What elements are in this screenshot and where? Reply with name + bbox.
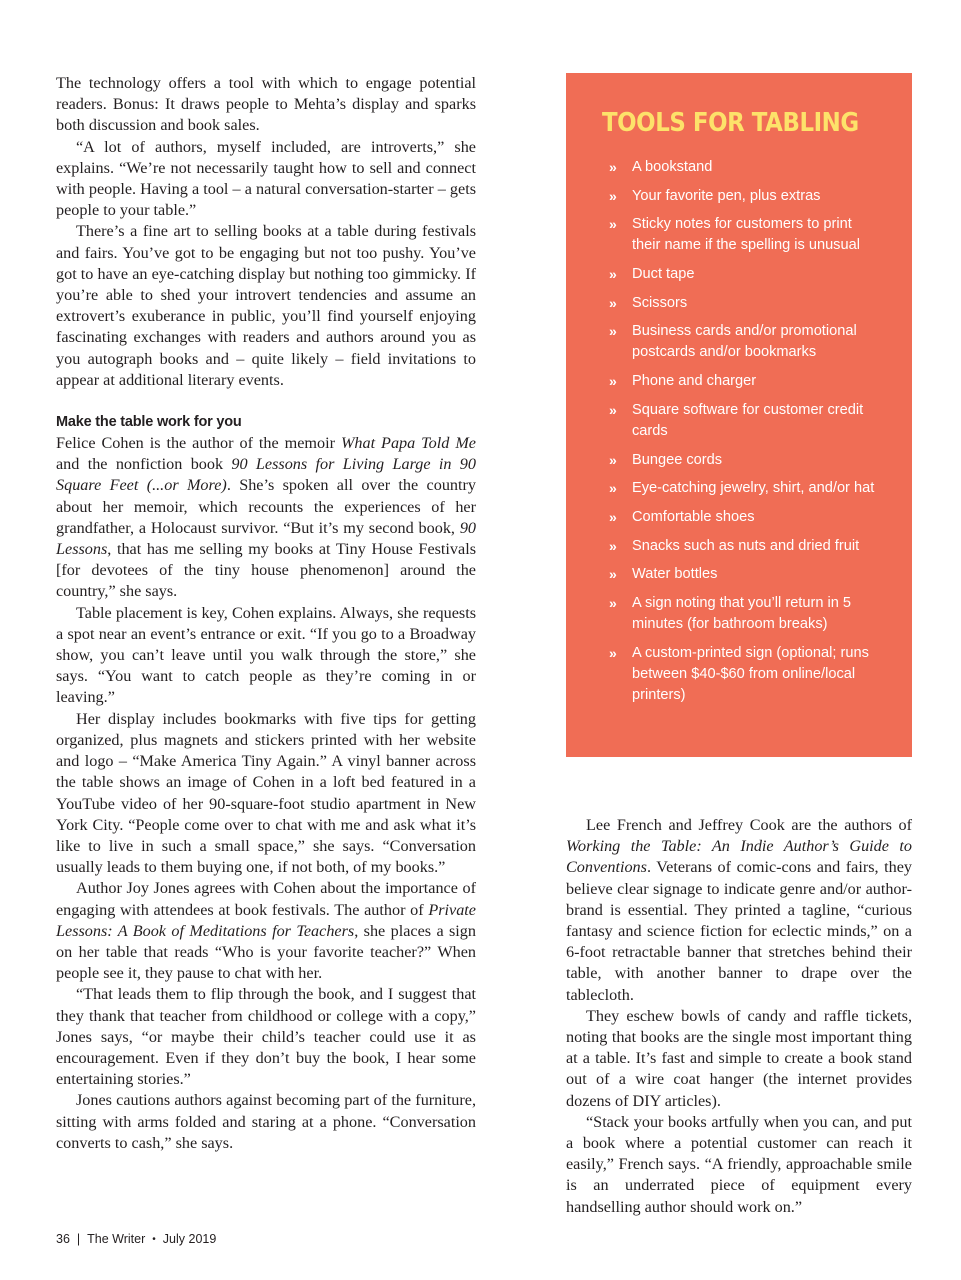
tool-item-label: Snacks such as nuts and dried fruit bbox=[632, 537, 860, 554]
tool-item-label: Phone and charger bbox=[632, 373, 757, 390]
text-run: , she places a sign on her table that reads “Who is your favorite teacher?” When people see it, they pause to chat with her. bbox=[56, 921, 476, 983]
issue-date: July 2019 bbox=[162, 1232, 217, 1246]
text-run: and the nonfiction book bbox=[56, 455, 232, 474]
book-title: 90 Lessons bbox=[56, 518, 476, 559]
chevron-bullet-icon: » bbox=[609, 401, 617, 418]
tool-list-item bbox=[602, 264, 878, 285]
body-paragraph: The technology offers a tool with which to engage potential readers. Bonus: It draws people to Mehta’s display and sparks both discussion and book sales. bbox=[56, 74, 476, 135]
book-title: What Papa Told Me bbox=[340, 434, 476, 453]
chevron-bullet-icon: » bbox=[609, 373, 617, 390]
body-paragraph: Jones cautions authors against becoming part of the furniture, sitting with arms folded and staring at a phone. “Conversation converts to cash,” she says. bbox=[56, 1091, 476, 1152]
bullet-dot-icon: • bbox=[152, 1234, 156, 1245]
tool-item-label: Square software for customer credit cards bbox=[632, 401, 864, 439]
chevron-bullet-icon: » bbox=[609, 566, 617, 583]
body-paragraph bbox=[566, 815, 912, 1006]
tools-sidebar bbox=[566, 73, 912, 757]
tool-list-item bbox=[602, 643, 878, 706]
tool-item-label: Eye-catching jewelry, shirt, and/or hat bbox=[632, 480, 875, 497]
tool-list-item bbox=[602, 593, 878, 635]
chevron-bullet-icon: » bbox=[609, 159, 617, 175]
tool-list-item bbox=[602, 214, 878, 256]
body-paragraph: “Stack your books artfully when you can, and put a book where a potential customer can reach it easily,” French says. “A friendly, approachable smile is an underrated piece of equipment every handselling author should work on.” bbox=[566, 1112, 912, 1216]
tools-list bbox=[602, 157, 878, 706]
body-paragraph bbox=[56, 433, 476, 603]
text-run: . She’s spoken all over the country about her memoir, which recounts the experiences of her grandfather, a Holocaust survivor. “But it’s my second book, bbox=[56, 476, 476, 537]
chevron-bullet-icon: » bbox=[609, 480, 617, 497]
text-run: Felice Cohen is the author of the memoir bbox=[56, 434, 341, 453]
tool-list-item bbox=[602, 186, 878, 207]
tool-list-item bbox=[602, 478, 878, 499]
tool-item-label: Your favorite pen, plus extras bbox=[632, 187, 821, 204]
chevron-bullet-icon: » bbox=[609, 187, 617, 204]
body-paragraph: Table placement is key, Cohen explains. Always, she requests a spot near an event’s entrance or exit. “If you go to a Broadway show, you can’t leave until you walk through the store,” she says. “You want to catch people as they’re coming in or leaving.” bbox=[56, 603, 476, 707]
tool-item-label: Business cards and/or promotional postcards and/or bookmarks bbox=[632, 323, 857, 361]
body-paragraph: They eschew bowls of candy and raffle tickets, noting that books are the single most important thing at a table. It’s fast and simple to create a book stand out of a wire coat hanger (the internet provides dozens of DIY articles). bbox=[566, 1006, 912, 1110]
text-run: Author Joy Jones agrees with Cohen about the importance of engaging with attendees at book festivals. The author of bbox=[56, 879, 476, 919]
book-title: Working the Table: An Indie Author’s Guide to Conventions bbox=[566, 837, 912, 877]
tool-item-label: A sign noting that you’ll return in 5 minutes (for bathroom breaks) bbox=[632, 594, 852, 632]
body-paragraph: There’s a fine art to selling books at a table during festivals and fairs. You’ve got to be engaging but not too pushy. You’ve got to have an eye-catching display but nothing too gimmicky. If you’re able to shed your introvert tendencies and assume an extrovert’s exuberance in public, you’ll find yourself enjoying fascinating exchanges with readers and authors around you as you autograph books and – quite likely – field invitations to appear at additional literary events. bbox=[56, 222, 476, 389]
book-title: Private Lessons: A Book of Meditations for Teachers bbox=[56, 900, 476, 940]
tool-item-label: Sticky notes for customers to print their name if the spelling is unusual bbox=[632, 216, 860, 254]
tool-item-label: A custom-printed sign (optional; runs between $40-$60 from online/local printers) bbox=[632, 644, 869, 703]
body-paragraph: “That leads them to flip through the book, and I suggest that they thank that teacher from childhood or college with a copy,” Jones says, “or maybe their child’s teacher could use it as encouragement. Even if they don’t buy the book, I hear some entertaining stories.” bbox=[56, 985, 476, 1089]
tool-item-label: Duct tape bbox=[632, 266, 695, 283]
tool-list-item bbox=[602, 293, 878, 314]
article-right-column bbox=[566, 815, 912, 1218]
tool-list-item bbox=[602, 321, 878, 363]
chevron-bullet-icon: » bbox=[609, 294, 617, 311]
tool-list-item bbox=[602, 450, 878, 471]
chevron-bullet-icon: » bbox=[609, 451, 617, 468]
chevron-bullet-icon: » bbox=[609, 216, 617, 233]
chevron-bullet-icon: » bbox=[609, 594, 617, 611]
sidebar-title: TOOLS FOR TABLING bbox=[602, 108, 859, 138]
tool-item-label: Scissors bbox=[632, 294, 688, 311]
chevron-bullet-icon: » bbox=[609, 266, 617, 283]
footer-separator: | bbox=[76, 1232, 81, 1246]
publication-name: The Writer bbox=[87, 1232, 146, 1246]
tool-list-item bbox=[602, 536, 878, 557]
chevron-bullet-icon: » bbox=[609, 537, 617, 554]
tool-list-item bbox=[602, 157, 878, 178]
tool-list-item bbox=[602, 564, 878, 585]
text-run: Lee French and Jeffrey Cook are the authors of bbox=[586, 816, 912, 834]
chevron-bullet-icon: » bbox=[609, 644, 617, 661]
chevron-bullet-icon: » bbox=[609, 508, 617, 525]
tool-list-item bbox=[602, 507, 878, 528]
article-left-column bbox=[56, 73, 476, 1154]
body-paragraph bbox=[56, 878, 476, 984]
tool-item-label: Comfortable shoes bbox=[632, 508, 755, 525]
tool-item-label: Bungee cords bbox=[632, 451, 723, 468]
section-subhead: Make the table work for you bbox=[56, 414, 242, 431]
body-paragraph: Her display includes bookmarks with five tips for getting organized, plus magnets and stickers printed with her website and logo – “Make America Tiny Again.” A vinyl banner across the table shows an image of Cohen in a loft bed featured in a YouTube video of her 90-square-foot studio apartment in New York City. “People come over to chat with me and ask what it’s like to live in such a small space,” she says. “Conversation usually leads to them buying one, if not both, of my books.” bbox=[56, 709, 476, 877]
tool-item-label: A bookstand bbox=[632, 159, 713, 175]
page-number: 36 bbox=[56, 1232, 70, 1246]
tool-item-label: Water bottles bbox=[632, 566, 718, 583]
chevron-bullet-icon: » bbox=[609, 323, 617, 340]
text-run: . Veterans of comic-cons and fairs, they believe clear signage to indicate genre and/or author-brand is essential. They printed a tagline, “curious fantasy and science fiction for eclectic minds,” on a 6-foot retractable banner that stretches behind their table, with another banner to drape over the tablecloth. bbox=[566, 858, 912, 1004]
page-footer bbox=[56, 1232, 216, 1246]
text-run: , that has me selling my books at Tiny House Festivals [for devotees of the tiny house phenomenon] around the country,” she says. bbox=[56, 540, 476, 601]
tool-list-item bbox=[602, 371, 878, 392]
tool-list-item bbox=[602, 400, 878, 442]
book-title: 90 Lessons for Living Large in 90 Square Feet (...or More) bbox=[56, 455, 476, 495]
body-paragraph: “A lot of authors, myself included, are introverts,” she explains. “We’re not necessarily taught how to sell and connect with people. Having a tool – a natural conversation-starter – gets people to your table.” bbox=[56, 137, 476, 220]
